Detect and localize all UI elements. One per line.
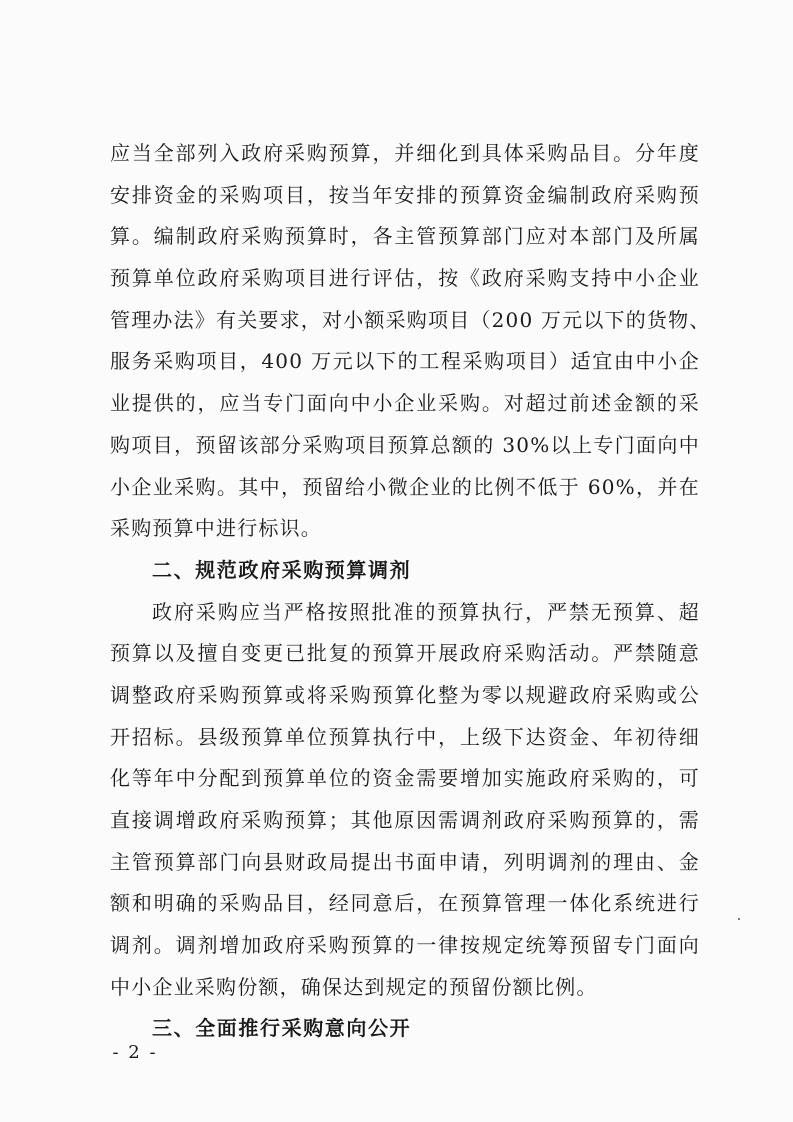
- section-heading: 三、全面推行采购意向公开: [152, 1016, 412, 1041]
- scan-speck: [738, 918, 740, 920]
- paragraph-line: 管理办法》有关要求，对小额采购项目（200 万元以下的货物、: [110, 307, 711, 332]
- paragraph-line: 业提供的，应当专门面向中小企业采购。对超过前述金额的采: [110, 391, 700, 416]
- paragraph-line: 服务采购项目，400 万元以下的工程采购项目）适宜由中小企: [110, 349, 700, 374]
- paragraph-line: 直接调增政府采购预算；其他原因需调剂政府采购预算的，需: [110, 808, 700, 832]
- paragraph-line: 小企业采购。其中，预留给小微企业的比例不低于 60%，并在: [110, 474, 700, 499]
- paragraph-line: 调剂。调剂增加政府采购预算的一律按规定统筹预留专门面向: [110, 933, 700, 958]
- paragraph-line: 化等年中分配到预算单位的资金需要增加实施政府采购的，可: [110, 766, 700, 791]
- paragraph-line: 开招标。县级预算单位预算执行中，上级下达资金、年初待细: [110, 724, 700, 749]
- paragraph-line: 预算单位政府采购项目进行评估，按《政府采购支持中小企业: [110, 266, 700, 291]
- section-heading: 二、规范政府采购预算调剂: [152, 557, 412, 582]
- paragraph-line: 中小企业采购份额，确保达到规定的预留份额比例。: [110, 974, 598, 999]
- paragraph-line: 安排资金的采购项目，按当年安排的预算资金编制政府采购预: [110, 182, 700, 207]
- paragraph-line: 调整政府采购预算或将采购预算化整为零以规避政府采购或公: [110, 682, 700, 707]
- paragraph-line: 政府采购应当严格按照批准的预算执行，严禁无预算、超: [152, 599, 700, 624]
- paragraph-line: 主管预算部门向县财政局提出书面申请，列明调剂的理由、金: [110, 849, 700, 874]
- page-number: - 2 -: [112, 1042, 158, 1063]
- paragraph-line: 额和明确的采购品目，经同意后，在预算管理一体化系统进行: [110, 891, 700, 916]
- paragraph-line: 采购预算中进行标识。: [110, 516, 322, 541]
- document-body: [110, 133, 711, 1050]
- paragraph-line: 算。编制政府采购预算时，各主管预算部门应对本部门及所属: [110, 224, 700, 249]
- paragraph-line: 应当全部列入政府采购预算，并细化到具体采购品目。分年度: [110, 141, 700, 165]
- paragraph-line: 购项目，预留该部分采购项目预算总额的 30%以上专门面向中: [110, 432, 700, 457]
- paragraph-line: 预算以及擅自变更已批复的预算开展政府采购活动。严禁随意: [110, 641, 700, 666]
